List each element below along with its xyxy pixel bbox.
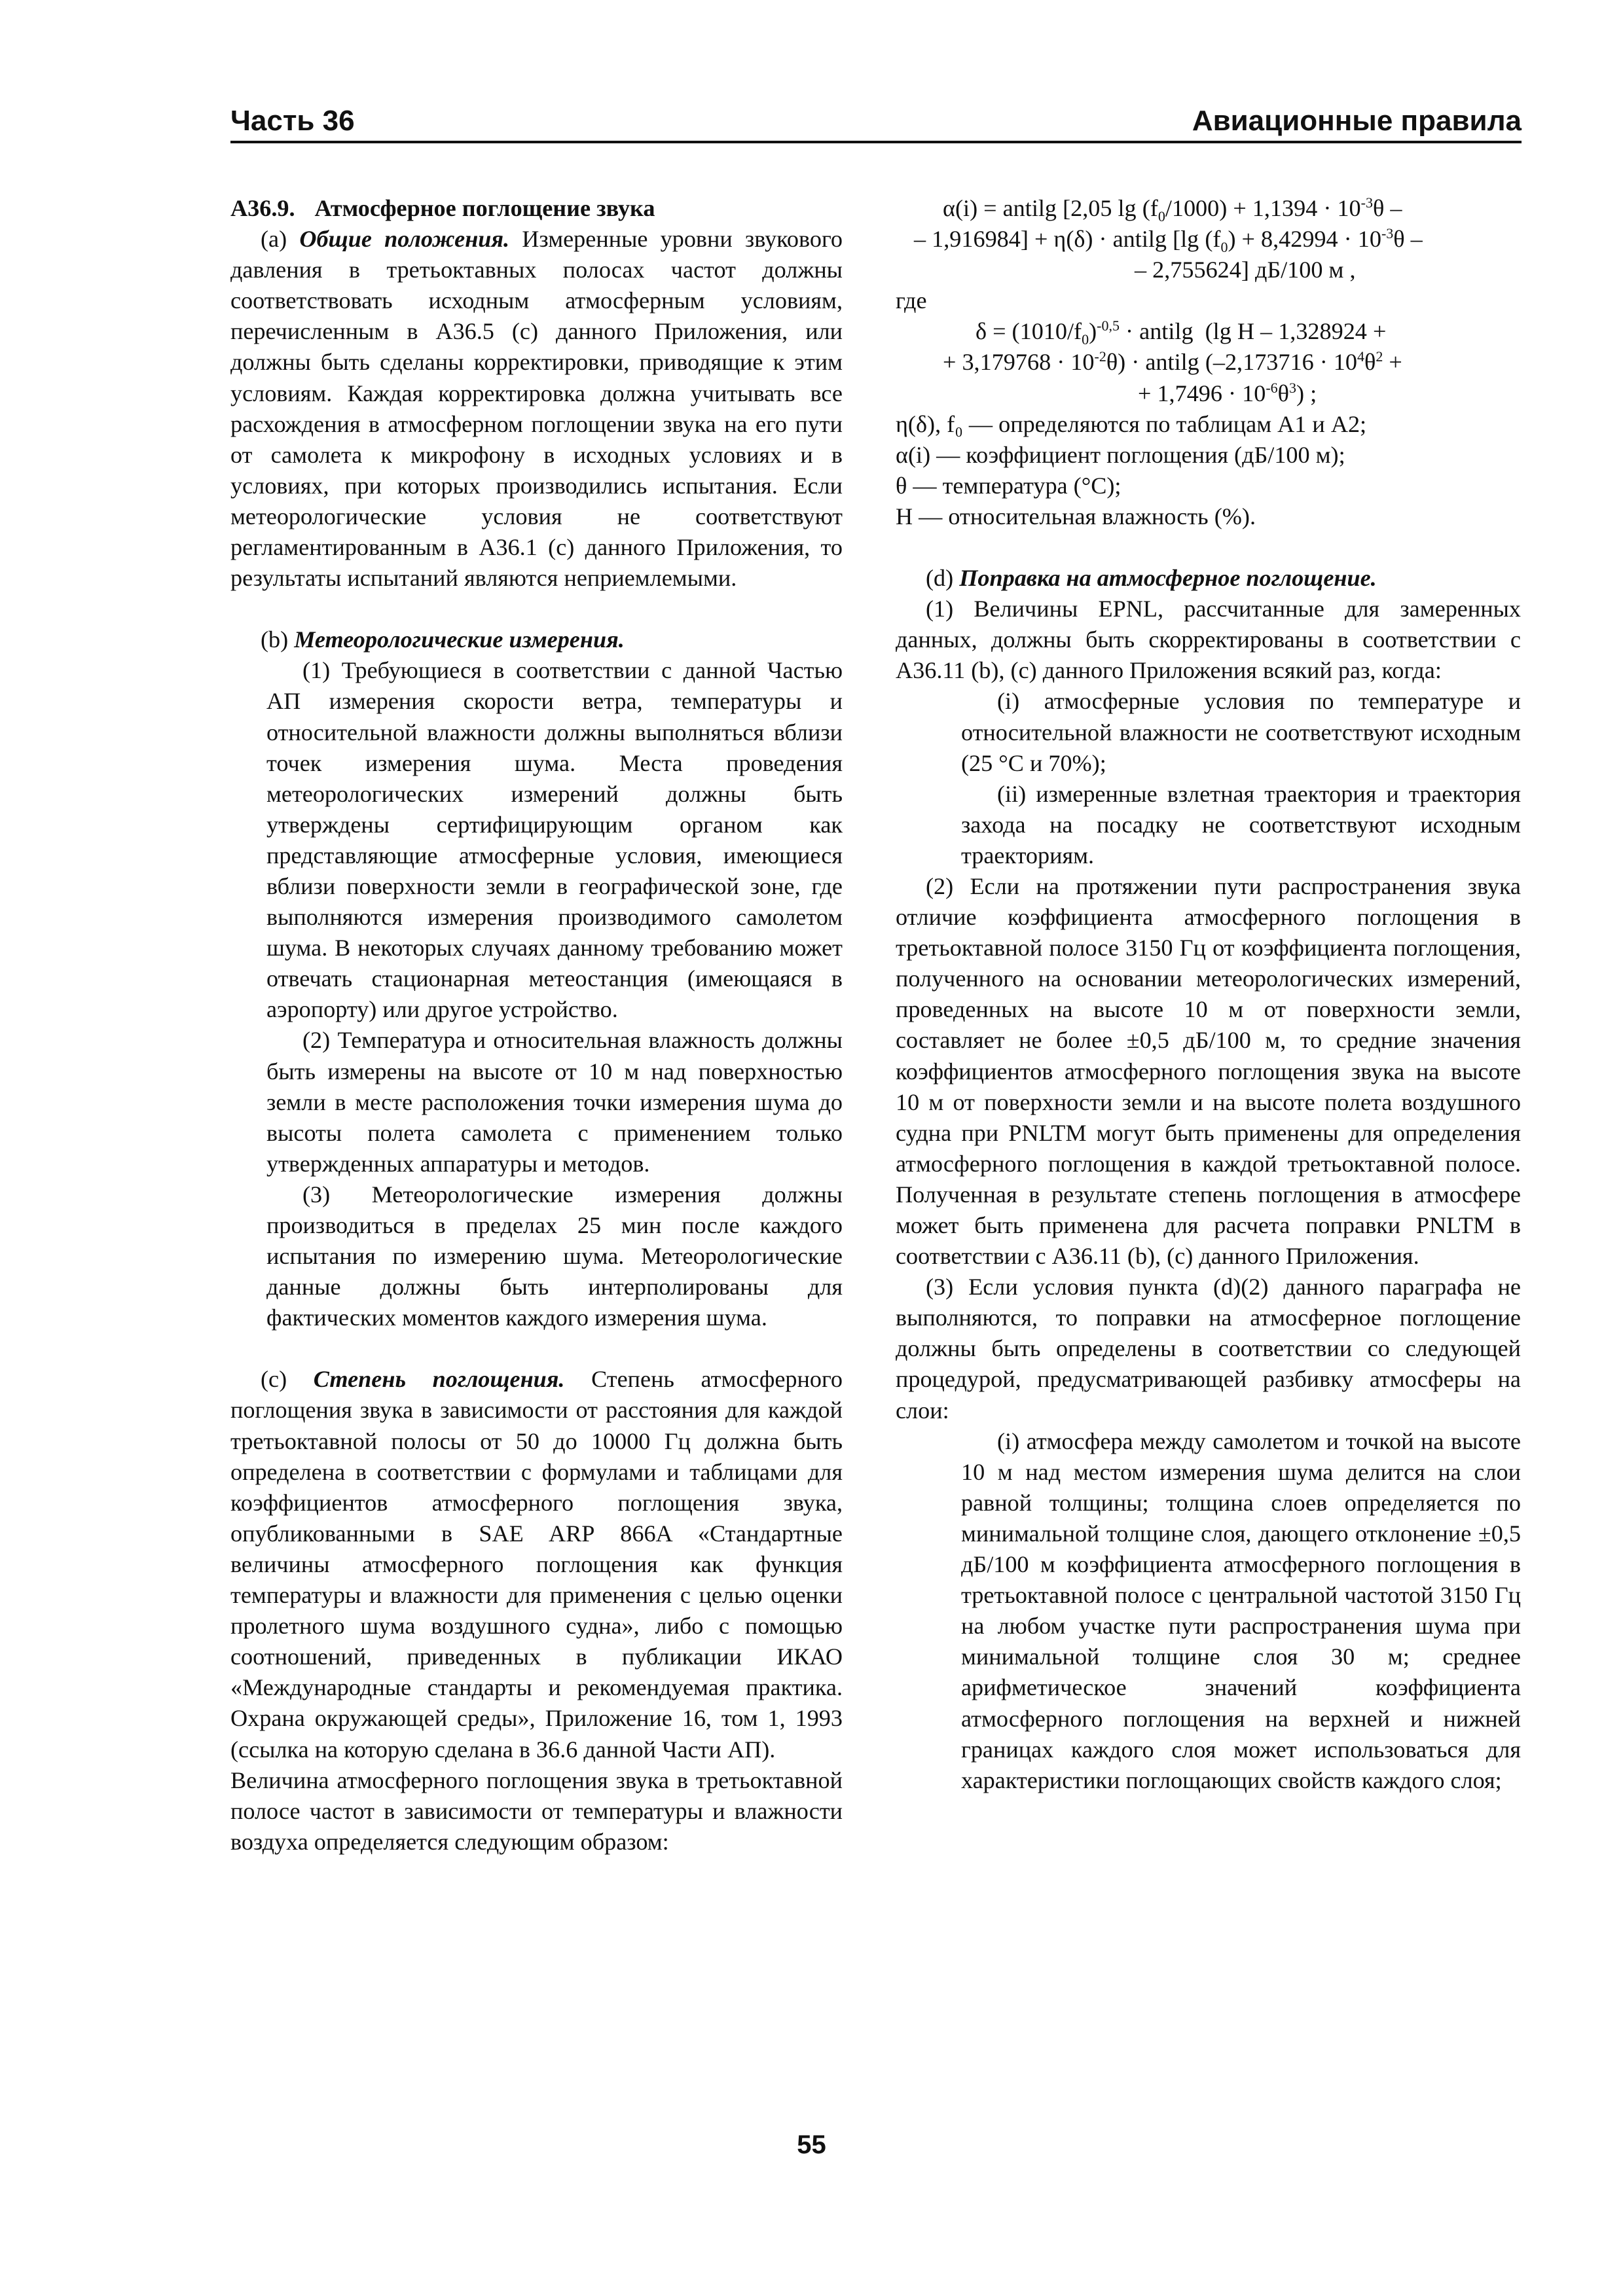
paragraph-c-continued: Величина атмосферного поглощения звука в третьоктавной полосе частот в зависимости от температуры и влажности воздуха определяется следующим образом: <box>230 1767 843 1855</box>
definition-alpha: α(i) — коэффициент поглощения (дБ/100 м); <box>896 441 1345 468</box>
paragraph-c-text: Степень атмосферного поглощения звука в зависимости от расстояния для каждой третьоктавной полосы от 50 до 10000 Гц должна быть определена в соответствии с формулами и таблицами для коэффициентов атмосферного поглощения звука, опубликованными в SAE ARP 866A «Стандартные величины атмосферного поглощения как функция температуры и влажности для применения с целью оценки пролетного шума воздушного судна», либо с помощью соотношений, приведенных в публикации ИКАО «Международные стандарты и рекомендуемая практика. Охрана окружающей среды», Приложение 16, том 1, 1993 (ссылка на которую сделана в 36.6 данной Части АП). <box>230 1366 843 1763</box>
paragraph-d1-i: (i) атмосферные условия по температуре и относительной влажности не соответствуют исходным (25 °С и 70%); <box>961 688 1521 776</box>
definition-theta: θ — температура (°С); <box>896 472 1122 499</box>
running-header-right: Авиационные правила <box>1192 105 1522 137</box>
paragraph-d2: (2) Если на протяжении пути распространения звука отличие коэффициента атмосферного поглощения в третьоктавной полосе 3150 Гц от коэффициента поглощения, полученного на основании метеорологических измерений, проведенных на высоте 10 м от поверхности земли, составляет не более ±0,5 дБ/100 м, то средние значения коэффициентов атмосферного поглощения звука на высоте 10 м от поверхности земли и на высоте полета воздушного судна при PNLTM могут быть применены для определения атмосферного поглощения в каждой третьоктавной полосе. Полученная в результате степень поглощения в атмосфере может быть применена для расчета поправки PNLTM в соответствии с A36.11 (b), (с) данного Приложения. <box>896 872 1521 1270</box>
right-column <box>896 193 1521 1796</box>
formula-alpha: α(i) = antilg [2,05 $\lg (f_0/1000) + 1,1394 \cdot 10^{-3}\theta$ – – 1,916984] + η(δ) · antilg [lg $(f_0) + 8,42994 \cdot 10^{-3}\theta$ – – 2,755624] дБ/100 м , <box>914 194 1423 283</box>
paragraph-a <box>230 224 843 594</box>
paragraph-b-title: Метеорологические измерения. <box>294 626 625 653</box>
paragraph-d1-ii: (ii) измеренные взлетная траектория и траектория захода на посадку не соответствуют исходным траекториям. <box>961 780 1521 869</box>
header-rule <box>230 141 1522 143</box>
section-title: Атмосферное поглощение звука <box>314 195 655 221</box>
paragraph-d3-i: (i) атмосфера между самолетом и точкой на высоте 10 м над местом измерения шума делится на слои равной толщины; толщина слоев определяется по минимальной толщине слоя, дающего отклонение ±0,5 дБ/100 м коэффициента атмосферного поглощения в третьоктавной полосе с центральной частотой 3150 Гц на любом участке пути распространения шума при минимальной толщине слоя 30 м; среднее арифметическое значений коэффициента атмосферного поглощения на верхней и нижней границах каждого слоя может использоваться для характеристики поглощающих свойств каждого слоя; <box>961 1427 1521 1793</box>
paragraph-b-label: (b) <box>261 626 295 653</box>
paragraph-a-title: Общие положения. <box>299 226 510 253</box>
paragraph-d-title: Поправка на атмосферное поглощение. <box>959 565 1377 592</box>
paragraph-b3: (3) Метеорологические измерения должны производиться в пределах 25 мин после каждого испытания по измерению шума. Метеорологические данные должны быть интерполированы для фактических моментов каждого измерения шума. <box>266 1181 843 1331</box>
paragraph-d-heading <box>896 563 1521 594</box>
page-number: 55 <box>797 2130 826 2159</box>
left-column <box>230 193 843 1857</box>
paragraph-d1: (1) Величины EPNL, рассчитанные для замеренных данных, должны быть скорректированы в соответствии с A36.11 (b), (с) данного Приложения всякий раз, когда: <box>896 596 1521 684</box>
paragraph-b-heading <box>230 624 843 655</box>
definition-eta: η(δ), f₀ — определяются по таблицам A1 и A2; <box>896 410 1367 437</box>
paragraph-a-label: (a) <box>261 226 300 253</box>
paragraph-d3: (3) Если условия пункта (d)(2) данного параграфа не выполняются, то поправки на атмосферное поглощение должны быть определены в соответствии со следующей процедурой, предусматривающей разбивку атмосферы на слои: <box>896 1274 1521 1424</box>
paragraph-c-title: Степень поглощения. <box>313 1366 565 1393</box>
paragraph-c <box>230 1364 843 1765</box>
running-header-left: Часть 36 <box>230 105 355 137</box>
paragraph-b1: (1) Требующиеся в соответствии с данной Частью АП измерения скорости ветра, температуры и относительной влажности должны выполняться вблизи точек измерения шума. Места проведения метеорологических измерений должны быть утверждены сертифицирующим органом как представляющие атмосферные условия, имеющиеся вблизи поверхности земли в географической зоне, где выполняются измерения производимого самолетом шума. В некоторых случаях данному требованию может отвечать стационарная метеостанция (имеющаяся в аэропорту) или другое устройство. <box>266 657 843 1023</box>
paragraph-b2: (2) Температура и относительная влажность должны быть измерены на высоте от 10 м над поверхностью земли в месте расположения точки измерения шума до высоты полета самолета с применением только утвержденных аппаратуры и методов. <box>266 1027 843 1177</box>
definition-h: H — относительная влажность (%). <box>896 503 1256 529</box>
paragraph-c-label: (с) <box>261 1366 314 1393</box>
paragraph-a-text: Измеренные уровни звукового давления в третьоктавных полосах частот должны соответствовать исходным атмосферным условиям, перечисленным в A36.5 (с) данного Приложения, или должны быть сделаны корректировки, приводящие к этим условиям. Каждая корректировка должна учитывать все расхождения в атмосферном поглощении звука на его пути от самолета к микрофону в исходных условиях и в условиях, при которых производились испытания. Если метеорологические условия не соответствуют регламентированным в A36.1 (с) данного Приложения, то результаты испытаний являются неприемлемыми. <box>230 226 843 592</box>
formula-where: где <box>896 287 927 314</box>
paragraph-d-label: (d) <box>926 565 960 592</box>
formula-delta: $\delta = (1010/f_0)^{-0,5}$ · antilg (lg H – 1,328924 + + $3,179768 \cdot 10^{-2}\theta$) · antilg ($-2,173716 \cdot 10^4\theta^2$ + + $1,7496 \cdot 10^{-6}\theta^3$) ; <box>943 317 1402 406</box>
section-heading <box>230 193 843 224</box>
section-number: A36.9. <box>230 195 295 221</box>
